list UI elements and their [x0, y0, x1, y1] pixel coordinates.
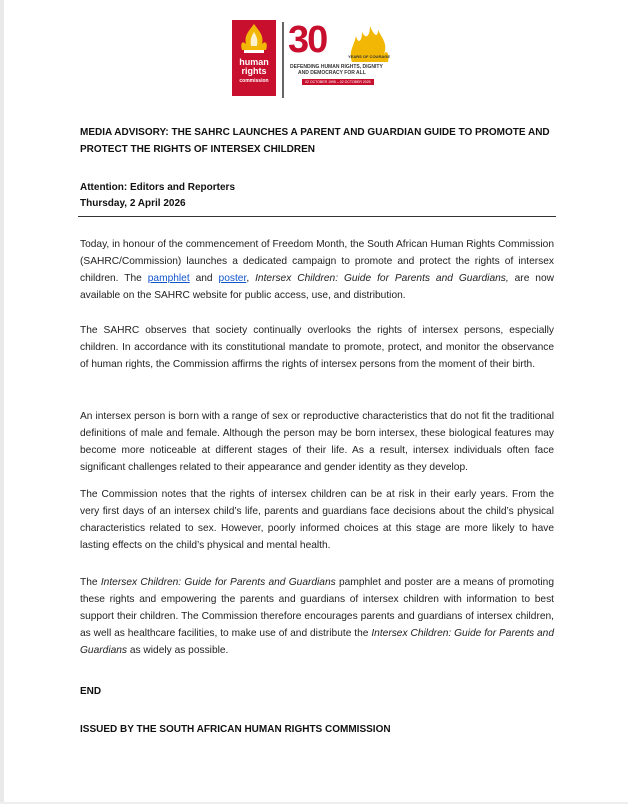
sahrc-logo-block [232, 20, 276, 96]
attention-line: Attention: Editors and Reporters [80, 182, 236, 193]
paragraph-3: An intersex person is born with a range of sex or reproductive characteristics that do not fit the traditional definitions of male and female. Although the person may be born intersex, these biological features may become more noticeable at different stages of their life. As a result, intersex individuals often face significant challenges related to their appearance and gender identity as they develop. [80, 411, 554, 473]
motto-line-1: DEFENDING HUMAN RIGHTS, DIGNITY [290, 64, 383, 70]
sahrc-30-logo [226, 12, 406, 98]
flame-icon [232, 22, 276, 58]
media-advisory-title: MEDIA ADVISORY: THE SAHRC LAUNCHES A PARENT AND GUARDIAN GUIDE TO PROMOTE AND PROTECT THE RIGHTS OF INTERSEX CHILDREN [80, 127, 550, 155]
p1-text-start: Today, in honour of the commencement of Freedom Month, the South African Human Rights Commission (SAHRC/Commission) launches a dedicated campaign to promote and protect the rights of intersex children. The [80, 239, 554, 284]
p1-guide-title: Intersex Children: Guide for Parents and Guardians, [255, 273, 509, 284]
logo-word-commission: commission [239, 78, 269, 84]
pamphlet-link[interactable]: pamphlet [147, 273, 190, 284]
paragraph-2: The SAHRC observes that society continually overlooks the rights of intersex persons, especially children. In accordance with its constitutional mandate to promote, protect, and monitor the observance of human rights, the Commission affirms the rights of intersex persons from the moment of their birth. [80, 325, 554, 370]
p1-text-end: are now available on the SAHRC website for public access, use, and distribution. [80, 273, 554, 301]
logo-word-rights: rights [241, 66, 267, 76]
logo-word-human: human [239, 57, 269, 67]
p1-text-and: and [189, 273, 219, 284]
p5-text-start: The [80, 577, 101, 588]
advisory-date: Thursday, 2 April 2026 [80, 198, 186, 209]
anniversary-tagline: YEARS OF COURAGE [348, 54, 391, 59]
poster-link[interactable]: poster [218, 273, 247, 284]
anniversary-dates: 02 OCTOBER 1995 – 02 OCTOBER 2025 [302, 79, 374, 85]
p5-text-end: as widely as possible. [127, 645, 229, 656]
end-marker: END [80, 686, 102, 697]
attention-block [80, 180, 554, 212]
p5-guide-title-1: Intersex Children: Guide for Parents and Guardians [100, 577, 336, 588]
p1-text-comma: , [246, 273, 256, 284]
logo-divider [282, 22, 284, 98]
header-rule [78, 216, 556, 217]
page-left-edge [0, 0, 4, 804]
motto-line-2: AND DEMOCRACY FOR ALL [298, 70, 366, 76]
anniversary-number: 30 [288, 19, 327, 61]
paragraph-1 [80, 236, 554, 304]
paragraph-5 [80, 574, 554, 659]
p5-text-middle: pamphlet and poster are a means of promoting these rights and empowering the parents and guardians of intersex children with information to best support their children. The Commission therefore encourages parents and guardians of intersex children, as well as healthcare facilities, to make use of and distribute the [80, 577, 554, 639]
issued-by: ISSUED BY THE SOUTH AFRICAN HUMAN RIGHTS COMMISSION [80, 724, 391, 735]
paragraph-4: The Commission notes that the rights of intersex children can be at risk in their early years. From the very first days of an intersex child’s life, parents and guardians face decisions about the child’s physical characteristics related to sex. However, poorly informed choices at this stage are more likely to have lasting effects on the child’s physical and mental health. [80, 489, 554, 551]
p5-guide-title-2: Intersex Children: Guide for Parents and Guardians [80, 628, 555, 656]
